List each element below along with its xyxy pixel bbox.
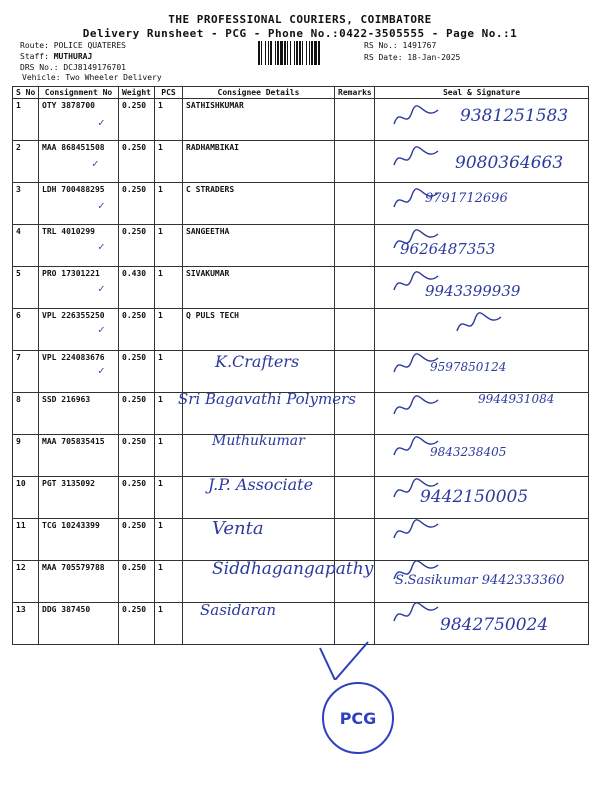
col-consignee: Consignee Details — [183, 87, 335, 99]
tick-mark-icon: ✓ — [98, 281, 105, 295]
cell-sno: 9 — [13, 435, 39, 477]
signature-scribble — [392, 268, 442, 298]
cell-consignment: OTY 3878700 — [39, 99, 119, 141]
cell-weight: 0.250 — [119, 561, 155, 603]
drs-label: DRS No.: — [20, 63, 59, 72]
cell-remarks — [335, 141, 375, 183]
cell-sno: 12 — [13, 561, 39, 603]
cell-remarks — [335, 603, 375, 645]
handwritten-consignee: J.P. Associate — [208, 474, 314, 494]
cell-pcs: 1 — [155, 519, 183, 561]
tick-mark-icon: ✓ — [98, 323, 105, 336]
staff-value: MUTHURAJ — [53, 52, 93, 61]
table-header-row — [13, 87, 589, 99]
cell-weight: 0.250 — [119, 309, 155, 351]
col-pcs: PCS — [155, 87, 183, 99]
handwritten-signature: 9791712696 — [425, 190, 508, 206]
tick-mark-icon: ✓ — [98, 240, 105, 254]
staff-line — [20, 52, 92, 61]
stamp-scribble — [300, 640, 380, 680]
staff-label: Staff: — [20, 52, 49, 61]
cell-pcs: 1 — [155, 225, 183, 267]
cell-consignee: C STRADERS — [183, 183, 335, 225]
handwritten-consignee: Muthukumar — [212, 433, 305, 450]
tick-mark-icon: ✓ — [92, 157, 99, 171]
cell-consignment: DDG 387450 — [39, 603, 119, 645]
cell-pcs: 1 — [155, 477, 183, 519]
rs-date-line — [364, 53, 460, 62]
cell-remarks — [335, 351, 375, 393]
handwritten-signature: 9843238405 — [430, 445, 507, 460]
route-value: POLICE QUATERES — [53, 41, 126, 50]
handwritten-signature: 9597850124 — [430, 360, 507, 375]
rs-no-line — [364, 41, 436, 50]
handwritten-signature: 9080364663 — [455, 153, 564, 174]
signature-scribble — [392, 350, 442, 380]
cell-remarks — [335, 267, 375, 309]
handwritten-consignee: K.Crafters — [215, 352, 300, 372]
cell-consignment: PGT 3135092 — [39, 477, 119, 519]
cell-sno: 3 — [13, 183, 39, 225]
signature-scribble — [392, 185, 442, 215]
barcode-bar — [320, 41, 321, 65]
cell-pcs: 1 — [155, 603, 183, 645]
cell-weight: 0.250 — [119, 225, 155, 267]
cell-pcs: 1 — [155, 99, 183, 141]
handwritten-signature: 9842750024 — [440, 614, 549, 635]
rs-no-value: 1491767 — [402, 41, 437, 50]
rs-date-value: 18-Jan-2025 — [407, 53, 461, 62]
cell-sno: 10 — [13, 477, 39, 519]
cell-weight: 0.250 — [119, 477, 155, 519]
handwritten-signature: 9381251583 — [460, 106, 569, 126]
cell-consignment: MAA 705579788 — [39, 561, 119, 603]
cell-sno: 4 — [13, 225, 39, 267]
cell-consignment: SSD 216963 — [39, 393, 119, 435]
cell-pcs: 1 — [155, 267, 183, 309]
cell-consignee: SANGEETHA — [183, 225, 335, 267]
cell-weight: 0.250 — [119, 183, 155, 225]
col-remarks: Remarks — [335, 87, 375, 99]
cell-consignee: Q PULS TECH — [183, 309, 335, 351]
cell-weight: 0.250 — [119, 351, 155, 393]
signature-scribble — [392, 392, 442, 422]
cell-consignment: VPL 224083676 — [39, 351, 119, 393]
cell-consignee: SATHISHKUMAR — [183, 99, 335, 141]
cell-sno: 6 — [13, 309, 39, 351]
cell-remarks — [335, 99, 375, 141]
signature-scribble — [392, 433, 442, 463]
col-signature: Seal & Signature — [375, 87, 589, 99]
cell-sno: 5 — [13, 267, 39, 309]
cell-weight: 0.250 — [119, 603, 155, 645]
cell-pcs: 1 — [155, 561, 183, 603]
signature-scribble — [392, 102, 442, 132]
signature-scribble — [392, 516, 442, 546]
cell-sno: 13 — [13, 603, 39, 645]
handwritten-consignee: Venta — [212, 518, 264, 539]
company-title: THE PROFESSIONAL COURIERS, COIMBATORE — [168, 13, 432, 26]
cell-consignee: RADHAMBIKAI — [183, 141, 335, 183]
handwritten-signature: S.Sasikumar 9442333360 — [395, 573, 565, 589]
signature-scribble — [392, 143, 442, 173]
cell-consignment: VPL 226355250 — [39, 309, 119, 351]
cell-sno: 8 — [13, 393, 39, 435]
cell-weight: 0.250 — [119, 141, 155, 183]
cell-consignment: TRL 4010299 — [39, 225, 119, 267]
signature-scribble — [392, 557, 442, 587]
cell-remarks — [335, 183, 375, 225]
handwritten-consignee: Siddhagangapathy — [212, 559, 374, 580]
signature-scribble — [392, 599, 442, 629]
cell-consignee: SIVAKUMAR — [183, 267, 335, 309]
tick-mark-icon: ✓ — [98, 198, 105, 212]
cell-sno: 11 — [13, 519, 39, 561]
handwritten-signature: 9626487353 — [400, 240, 496, 259]
stamp-text: PCG — [339, 708, 377, 728]
handwritten-signature: 9944931084 — [478, 391, 555, 406]
cell-weight: 0.250 — [119, 393, 155, 435]
vehicle-value: Two Wheeler Delivery — [65, 73, 162, 82]
cell-sno: 7 — [13, 351, 39, 393]
route-label: Route: — [20, 41, 49, 50]
cell-weight: 0.250 — [119, 519, 155, 561]
pcg-stamp — [322, 682, 394, 754]
drs-value: DCJ8149176701 — [63, 63, 126, 72]
cell-pcs: 1 — [155, 393, 183, 435]
cell-consignment: TCG 10243399 — [39, 519, 119, 561]
handwritten-signature: 9943399939 — [425, 281, 521, 300]
barcode — [258, 41, 358, 65]
handwritten-signature: 9442150005 — [420, 486, 529, 507]
table-row — [13, 519, 589, 561]
handwritten-consignee: Sasidaran — [200, 600, 277, 619]
cell-pcs: 1 — [155, 435, 183, 477]
handwritten-consignee: Sri Bagavathi Polymers — [178, 389, 356, 408]
tick-mark-icon: ✓ — [98, 116, 105, 129]
cell-pcs: 1 — [155, 351, 183, 393]
cell-pcs: 1 — [155, 309, 183, 351]
signature-scribble — [392, 226, 442, 256]
cell-remarks — [335, 477, 375, 519]
cell-pcs: 1 — [155, 183, 183, 225]
cell-weight: 0.250 — [119, 99, 155, 141]
rs-no-label: RS No.: — [364, 41, 398, 50]
cell-consignment: MAA 868451508 — [39, 141, 119, 183]
col-sno: S No — [13, 87, 39, 99]
cell-consignment: PRO 17301221 — [39, 267, 119, 309]
cell-remarks — [335, 435, 375, 477]
col-consignment: Consignment No — [39, 87, 119, 99]
cell-pcs: 1 — [155, 141, 183, 183]
cell-sno: 1 — [13, 99, 39, 141]
route-line — [20, 41, 126, 50]
tick-mark-icon: ✓ — [98, 364, 105, 378]
cell-consignment: LDH 700488295 — [39, 183, 119, 225]
rs-date-label: RS Date: — [364, 53, 403, 62]
cell-remarks — [335, 225, 375, 267]
signature-scribble — [392, 475, 442, 505]
signature-scribble — [455, 309, 505, 339]
runsheet-subtitle: Delivery Runsheet - PCG - Phone No.:0422-3505555 - Page No.:1 — [82, 27, 518, 40]
vehicle-line — [22, 73, 162, 82]
col-weight: Weight — [119, 87, 155, 99]
cell-consignment: MAA 705835415 — [39, 435, 119, 477]
cell-remarks — [335, 309, 375, 351]
cell-sno: 2 — [13, 141, 39, 183]
cell-weight: 0.430 — [119, 267, 155, 309]
cell-weight: 0.250 — [119, 435, 155, 477]
cell-remarks — [335, 519, 375, 561]
vehicle-label: Vehicle: — [22, 73, 61, 82]
drs-line — [20, 63, 126, 72]
